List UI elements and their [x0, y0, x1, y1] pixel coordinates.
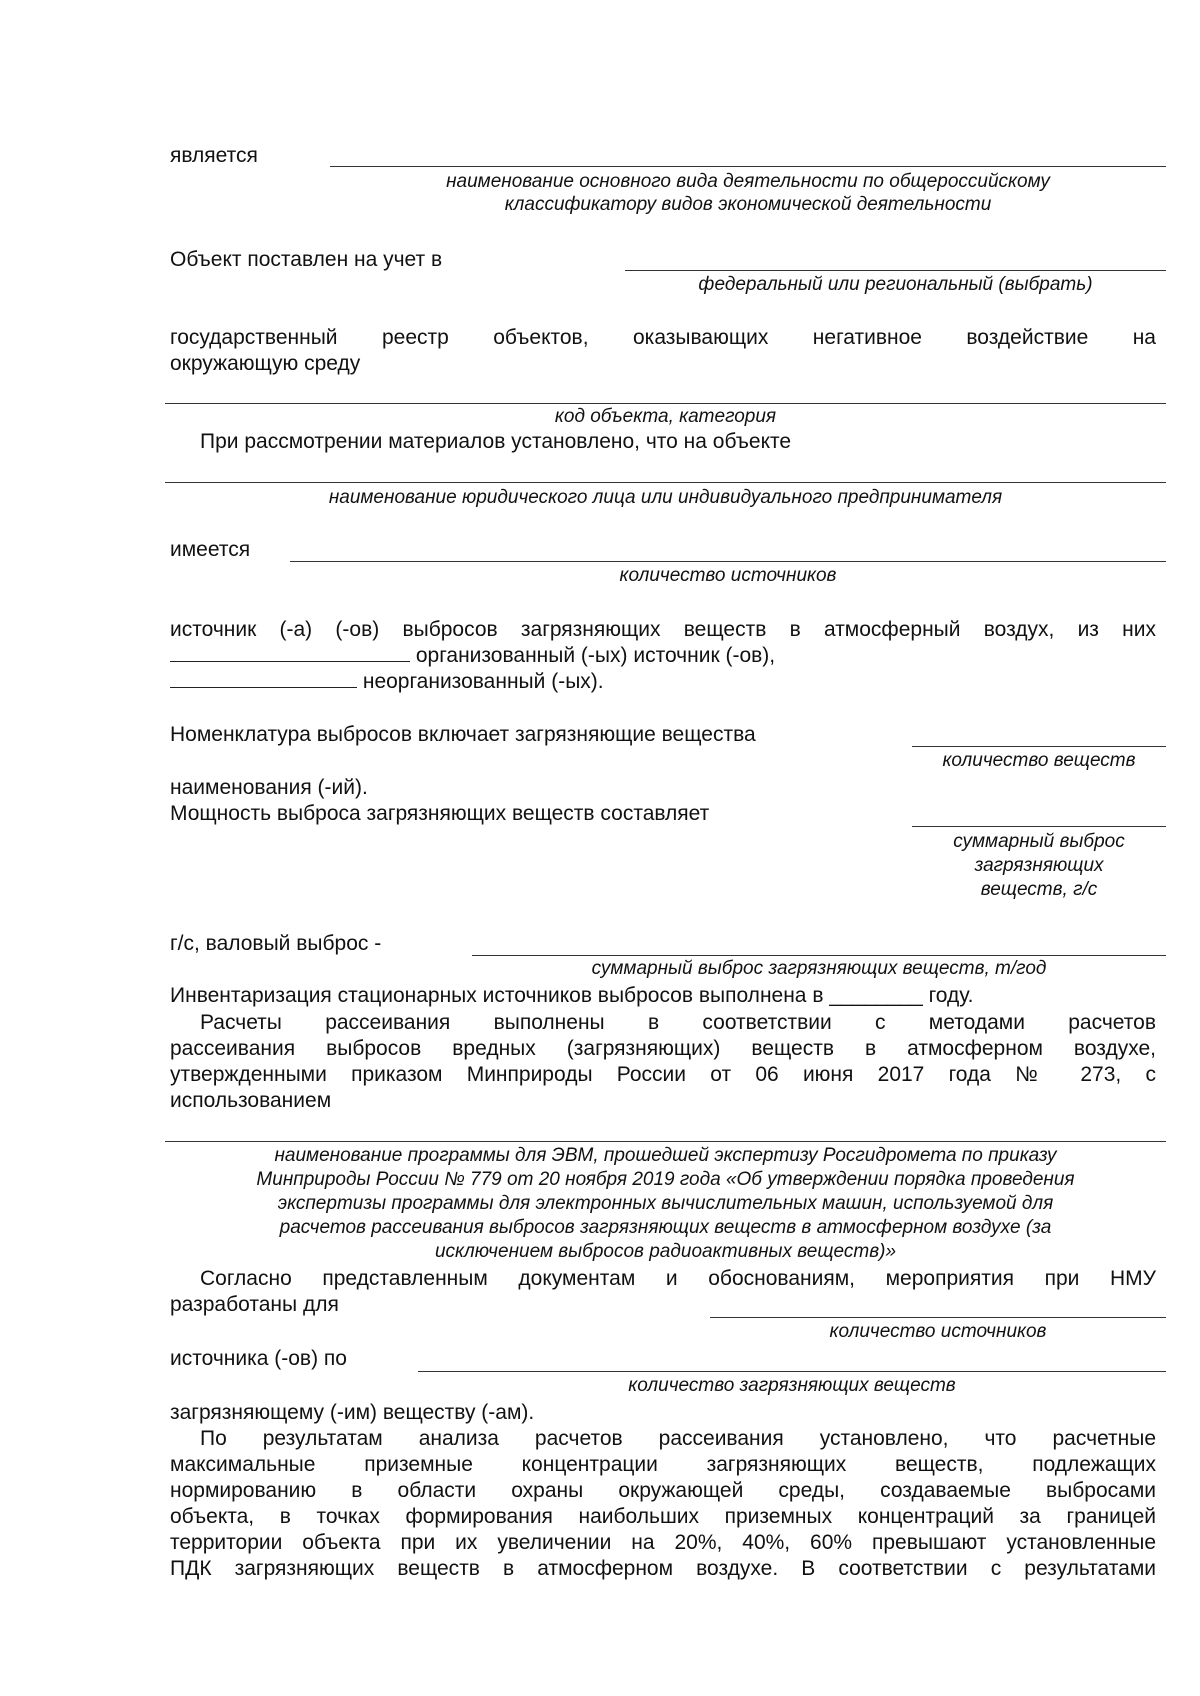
text-results-line3: нормированию в области охраны окружающей среды, создаваемые выбросами	[170, 1479, 1156, 1502]
label-imeetsya: имеется	[170, 538, 251, 561]
caption-emission-tyear: суммарный выброс загрязняющих веществ, т/год	[591, 958, 1047, 979]
text-names: наименования (-ий).	[170, 776, 368, 799]
text-pollutant-substance: загрязняющему (-им) веществу (-ам).	[170, 1401, 535, 1424]
text-sources-by: источника (-ов) по	[170, 1347, 347, 1370]
caption-software-4: расчетов рассеивания выбросов загрязняющих веществ в атмосферном воздухе (за	[279, 1217, 1052, 1238]
fill-line-object-code[interactable]	[165, 403, 1166, 404]
label-unorganized: неорганизованный (-ых).	[362, 670, 604, 693]
caption-activity-2: классификатору видов экономической деятельности	[504, 194, 992, 215]
text-nmu-line2: разработаны для	[170, 1293, 339, 1316]
text-inventory-pre: Инвентаризация стационарных источников выбросов выполнена в	[170, 984, 824, 1007]
text-inventory	[170, 983, 974, 1009]
caption-emission-gs-3: веществ, г/с	[980, 879, 1098, 900]
blank-unorganized-count[interactable]	[170, 669, 357, 688]
text-results-line5: территории объекта при их увеличении на 20%, 40%, 60% превышают установленные	[170, 1531, 1156, 1554]
fill-line-registry-level[interactable]	[625, 270, 1166, 271]
text-dispersion-line3: утвержденными приказом Минприроды России от 06 июня 2017 года № 273, с	[170, 1063, 1156, 1086]
label-object-registered: Объект поставлен на учет в	[170, 248, 443, 271]
fill-line-emission-gs[interactable]	[912, 826, 1166, 827]
caption-software-5: исключением выбросов радиоактивных веществ)»	[434, 1241, 897, 1262]
fill-line-activity[interactable]	[330, 166, 1166, 167]
text-dispersion-line2: рассеивания выбросов вредных (загрязняющих) веществ в атмосферном воздухе,	[170, 1037, 1156, 1060]
label-yavlyaetsya: является	[170, 144, 258, 167]
fill-line-source-count[interactable]	[290, 561, 1166, 562]
text-dispersion-line1: Расчеты рассеивания выполнены в соответствии с методами расчетов	[200, 1011, 1156, 1034]
text-gross-emission: г/с, валовый выброс -	[170, 932, 382, 955]
text-registry-line2: окружающую среду	[170, 352, 361, 375]
text-results-line6: ПДК загрязняющих веществ в атмосферном воздухе. В соответствии с результатами	[170, 1557, 1156, 1580]
text-results-line1: По результатам анализа расчетов рассеивания установлено, что расчетные	[200, 1427, 1156, 1450]
text-inventory-post: году.	[928, 984, 974, 1007]
text-nmu-line1: Согласно представленным документам и обоснованиям, мероприятия при НМУ	[200, 1267, 1156, 1290]
caption-emission-gs-1: суммарный выброс	[953, 831, 1125, 852]
fill-line-entity-name[interactable]	[165, 482, 1166, 483]
fill-line-substance-count[interactable]	[912, 746, 1166, 747]
text-results-line4: объекта, в точках формирования наибольших приземных концентраций за границей	[170, 1505, 1156, 1528]
caption-emission-gs-2: загрязняющих	[974, 855, 1104, 876]
text-registry-line1: государственный реестр объектов, оказывающих негативное воздействие на	[170, 326, 1156, 349]
text-sources-line3	[170, 669, 604, 695]
fill-line-emission-tyear[interactable]	[472, 955, 1166, 956]
caption-source-count: количество источников	[619, 565, 837, 586]
text-dispersion-line4: использованием	[170, 1089, 332, 1112]
fill-line-software-name[interactable]	[165, 1141, 1166, 1142]
caption-nmu-sources: количество источников	[829, 1321, 1047, 1342]
fill-line-pollutant-count[interactable]	[418, 1371, 1166, 1372]
caption-object-code: код объекта, категория	[554, 406, 777, 427]
caption-registry-level: федеральный или региональный (выбрать)	[698, 274, 1093, 295]
text-results-line2: максимальные приземные концентрации загрязняющих веществ, подлежащих	[170, 1453, 1156, 1476]
text-sources-line1: источник (-а) (-ов) выбросов загрязняющих веществ в атмосферный воздух, из них	[170, 618, 1156, 641]
caption-software-3: экспертизы программы для электронных вычислительных машин, используемой для	[277, 1193, 1054, 1214]
fill-line-nmu-sources[interactable]	[710, 1317, 1166, 1318]
text-nomenclature: Номенклатура выбросов включает загрязняющие вещества	[170, 723, 756, 746]
caption-substance-count: количество веществ	[942, 750, 1136, 771]
caption-activity-1: наименование основного вида деятельности по общероссийскому	[446, 171, 1050, 192]
blank-inventory-year[interactable]: ________	[829, 984, 923, 1007]
caption-software-1: наименование программы для ЭВМ, прошедшей экспертизу Росгидромета по приказу	[274, 1145, 1057, 1166]
text-emission-power: Мощность выброса загрязняющих веществ составляет	[170, 802, 710, 825]
caption-pollutant-count: количество загрязняющих веществ	[628, 1375, 956, 1396]
text-sources-line2	[170, 643, 775, 669]
text-review-materials: При рассмотрении материалов установлено, что на объекте	[200, 430, 792, 453]
blank-organized-count[interactable]	[170, 643, 410, 662]
caption-software-2: Минприроды России № 779 от 20 ноября 2019 года «Об утверждении порядка проведения	[256, 1169, 1075, 1190]
label-organized: организованный (-ых) источник (-ов),	[415, 644, 776, 667]
caption-entity-name: наименование юридического лица или индивидуального предпринимателя	[328, 487, 1003, 508]
